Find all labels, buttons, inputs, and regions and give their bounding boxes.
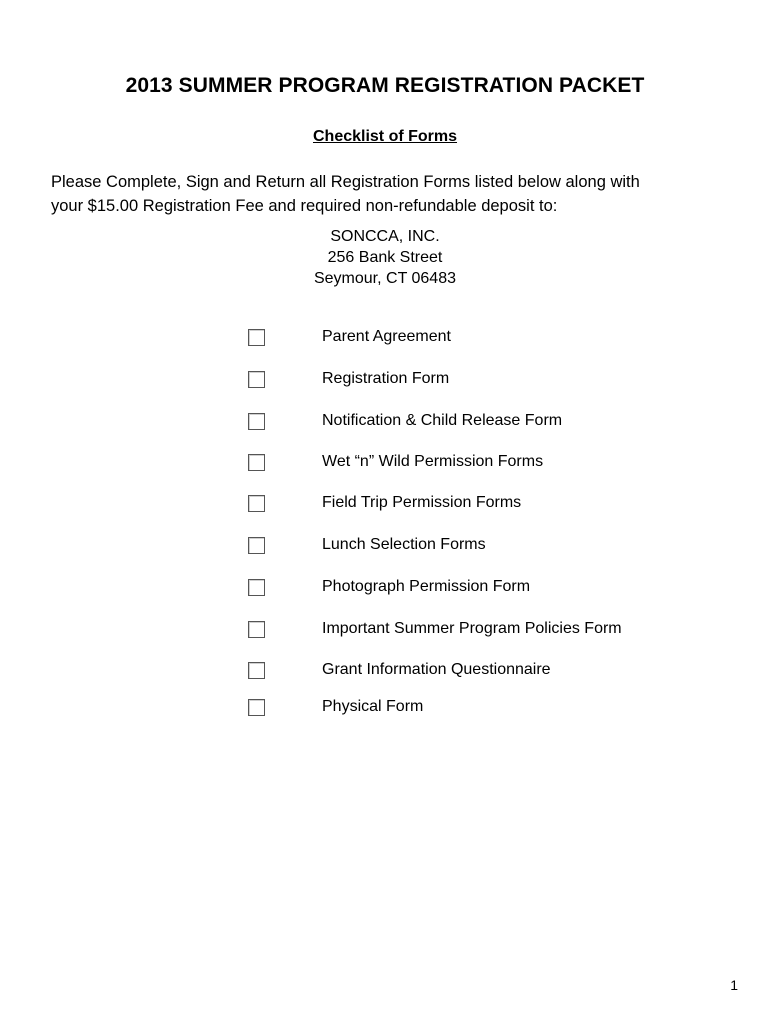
checkbox[interactable] bbox=[248, 329, 265, 346]
checklist-item-label: Lunch Selection Forms bbox=[322, 536, 486, 553]
page-number: 1 bbox=[730, 977, 738, 993]
checklist-heading: Checklist of Forms bbox=[312, 128, 458, 145]
forms-checklist bbox=[248, 0, 728, 740]
checklist-item-label: Parent Agreement bbox=[322, 328, 451, 345]
checkbox[interactable] bbox=[248, 621, 265, 638]
page-title: 2013 SUMMER PROGRAM REGISTRATION PACKET bbox=[125, 74, 645, 97]
checklist-item-physical-form bbox=[248, 695, 728, 719]
checkbox[interactable] bbox=[248, 537, 265, 554]
checklist-item-photograph-permission bbox=[248, 575, 728, 599]
checklist-item-notification-child-release bbox=[248, 409, 728, 433]
checklist-item-parent-agreement bbox=[248, 325, 728, 349]
checkbox[interactable] bbox=[248, 371, 265, 388]
instructions-line-2: your $15.00 Registration Fee and required non-refundable deposit to: bbox=[51, 197, 558, 215]
checklist-item-grant-questionnaire bbox=[248, 658, 728, 682]
checklist-item-label: Wet “n” Wild Permission Forms bbox=[322, 453, 544, 470]
checklist-item-label: Important Summer Program Policies Form bbox=[322, 620, 622, 637]
checkbox[interactable] bbox=[248, 413, 265, 430]
checklist-item-lunch-selection bbox=[248, 533, 728, 557]
instructions-line-1: Please Complete, Sign and Return all Registration Forms listed below along with bbox=[51, 173, 640, 191]
checklist-item-label: Registration Form bbox=[322, 370, 450, 387]
checkbox[interactable] bbox=[248, 579, 265, 596]
checklist-item-field-trip bbox=[248, 491, 728, 515]
checklist-item-wet-n-wild bbox=[248, 450, 728, 474]
checklist-item-summer-policies bbox=[248, 617, 728, 641]
address-name: SONCCA, INC. bbox=[330, 228, 440, 245]
checklist-item-label: Physical Form bbox=[322, 698, 424, 715]
checkbox[interactable] bbox=[248, 454, 265, 471]
address-street: 256 Bank Street bbox=[327, 249, 443, 266]
checklist-item-label: Grant Information Questionnaire bbox=[322, 661, 551, 678]
checklist-item-label: Field Trip Permission Forms bbox=[322, 494, 522, 511]
checkbox[interactable] bbox=[248, 699, 265, 716]
checklist-item-registration-form bbox=[248, 367, 728, 391]
address-city: Seymour, CT 06483 bbox=[313, 270, 456, 287]
checkbox[interactable] bbox=[248, 662, 265, 679]
checklist-item-label: Photograph Permission Form bbox=[322, 578, 531, 595]
checkbox[interactable] bbox=[248, 495, 265, 512]
checklist-item-label: Notification & Child Release Form bbox=[322, 412, 563, 429]
